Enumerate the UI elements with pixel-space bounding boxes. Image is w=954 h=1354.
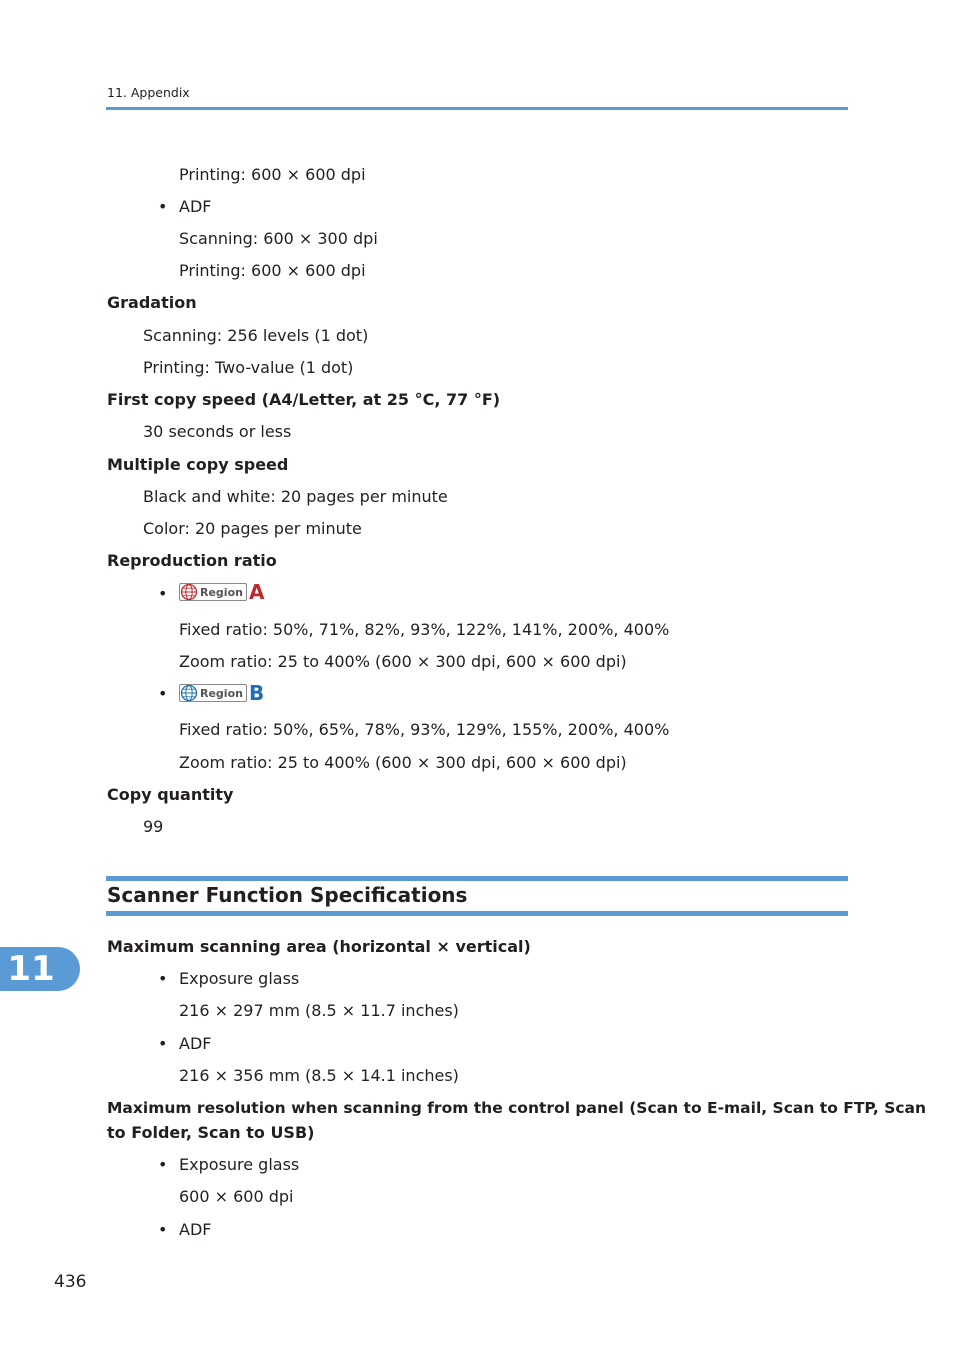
- bullet: •: [158, 1155, 168, 1174]
- spec-heading: Copy quantity: [107, 785, 234, 804]
- spec-heading: Maximum resolution when scanning from the control panel (Scan to E-mail, Scan to FTP, Scan: [107, 1099, 927, 1117]
- region-letter: B: [248, 681, 265, 705]
- text-line: Black and white: 20 pages per minute: [143, 487, 448, 506]
- text-line: Zoom ratio: 25 to 400% (600 × 300 dpi, 600 × 600 dpi): [179, 753, 627, 772]
- text-line: ADF: [179, 1220, 212, 1239]
- region-b-badge: [179, 683, 264, 703]
- text-line: Printing: Two-value (1 dot): [143, 358, 354, 377]
- text-line: Printing: 600 × 600 dpi: [179, 165, 366, 184]
- section-title: Scanner Function Specifications: [107, 883, 468, 907]
- globe-icon: [180, 583, 198, 601]
- spec-heading: Multiple copy speed: [107, 455, 289, 474]
- bullet: •: [158, 584, 168, 603]
- section-rule-top: [106, 876, 848, 881]
- text-line: 216 × 297 mm (8.5 × 11.7 inches): [179, 1001, 459, 1020]
- chapter-tab: 11: [0, 947, 80, 991]
- globe-icon: [180, 684, 198, 702]
- region-badge-frame: [179, 684, 247, 702]
- text-line: ADF: [179, 197, 212, 216]
- region-letter: A: [248, 580, 265, 604]
- region-a-badge: [179, 582, 264, 602]
- text-line: Scanning: 600 × 300 dpi: [179, 229, 378, 248]
- text-line: Exposure glass: [179, 1155, 300, 1174]
- text-line: ADF: [179, 1034, 212, 1053]
- spec-heading: to Folder, Scan to USB): [107, 1123, 315, 1142]
- bullet: •: [158, 969, 168, 988]
- region-badge-frame: [179, 583, 247, 601]
- text-line: 30 seconds or less: [143, 422, 292, 441]
- bullet: •: [158, 684, 168, 703]
- text-line: Scanning: 256 levels (1 dot): [143, 326, 369, 345]
- header-rule: [106, 107, 848, 110]
- text-line: Fixed ratio: 50%, 71%, 82%, 93%, 122%, 141%, 200%, 400%: [179, 620, 670, 639]
- breadcrumb: 11. Appendix: [107, 85, 190, 100]
- page-number: 436: [54, 1272, 87, 1292]
- spec-heading: Maximum scanning area (horizontal × vertical): [107, 937, 531, 956]
- text-line: Fixed ratio: 50%, 65%, 78%, 93%, 129%, 155%, 200%, 400%: [179, 720, 670, 739]
- text-line: Exposure glass: [179, 969, 300, 988]
- text-line: 99: [143, 817, 164, 836]
- spec-heading: Reproduction ratio: [107, 551, 277, 570]
- bullet: •: [158, 1034, 168, 1053]
- text-line: 216 × 356 mm (8.5 × 14.1 inches): [179, 1066, 459, 1085]
- section-rule-bottom: [106, 911, 848, 916]
- text-line: Color: 20 pages per minute: [143, 519, 362, 538]
- text-line: Zoom ratio: 25 to 400% (600 × 300 dpi, 600 × 600 dpi): [179, 652, 627, 671]
- text-line: 600 × 600 dpi: [179, 1187, 294, 1206]
- region-label: Region: [200, 585, 243, 599]
- spec-heading: First copy speed (A4/Letter, at 25 °C, 77 °F): [107, 390, 501, 409]
- text-line: Printing: 600 × 600 dpi: [179, 261, 366, 280]
- spec-heading: Gradation: [107, 293, 197, 312]
- region-label: Region: [200, 686, 243, 700]
- bullet: •: [158, 197, 168, 216]
- bullet: •: [158, 1220, 168, 1239]
